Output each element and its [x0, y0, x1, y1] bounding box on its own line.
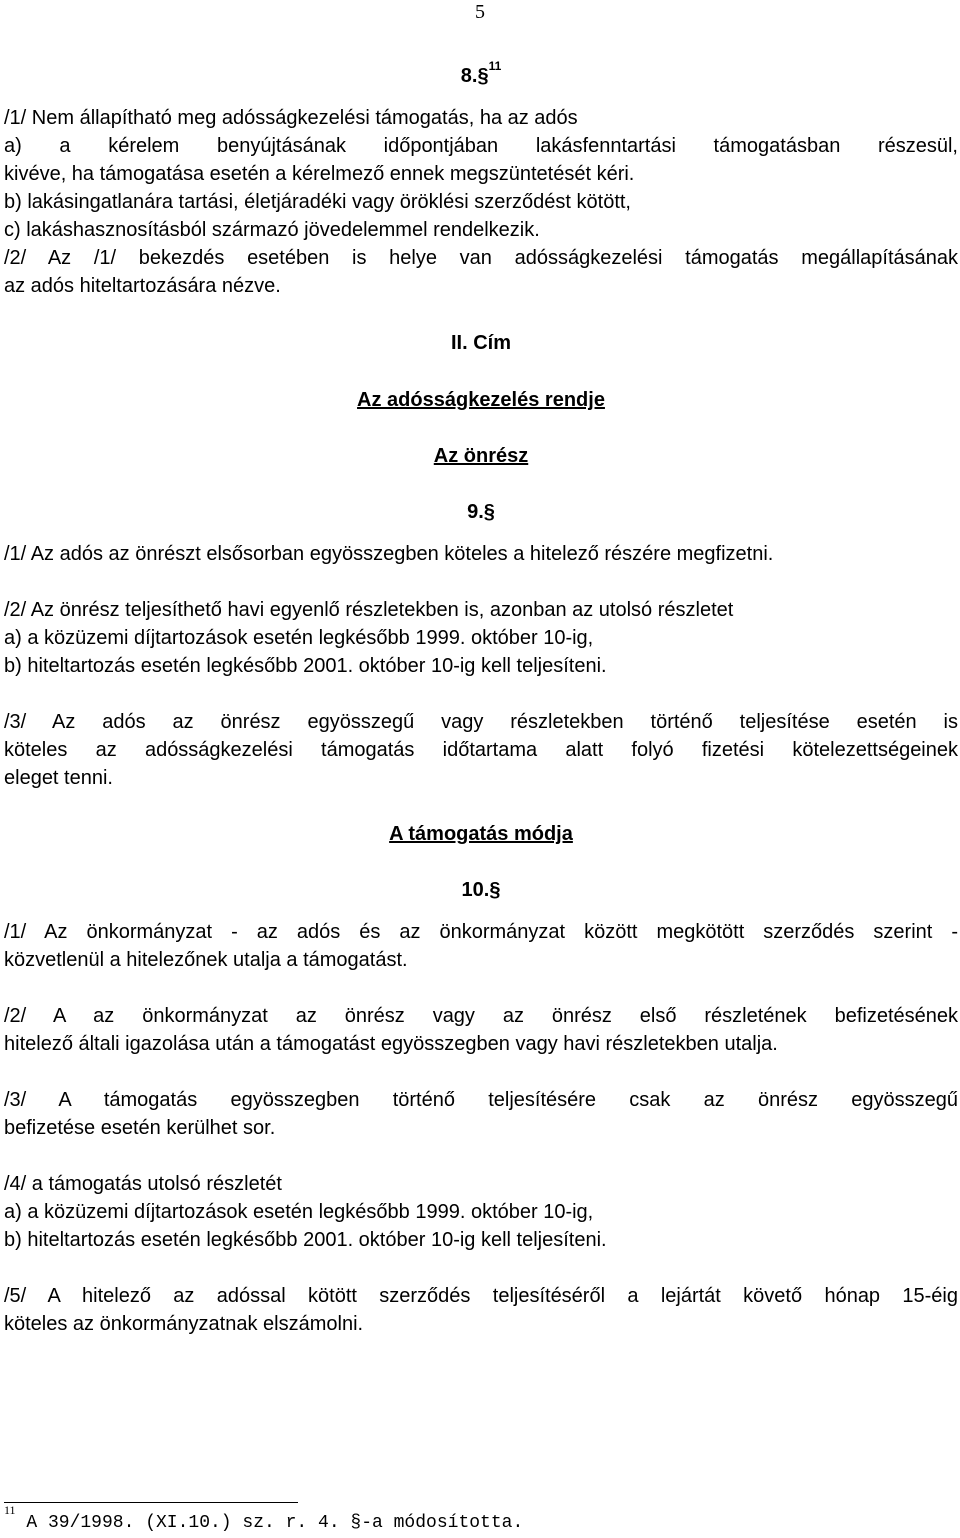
section-8-heading [4, 59, 958, 90]
paragraph-line: hitelező általi igazolása után a támogatást egyösszegben vagy havi részletekben utalja. [4, 1033, 778, 1055]
paragraph-line: c) lakáshasznosításból származó jövedelemmel rendelkezik. [4, 219, 540, 241]
section-symbol: § [483, 501, 495, 523]
section-8-paragraph-2 [4, 244, 958, 300]
paragraph-line: köteles az önkormányzatnak elszámolni. [4, 1313, 364, 1335]
section-10-paragraph-5 [4, 1282, 958, 1338]
paragraph-line: b) lakásingatlanára tartási, életjáradéki vagy öröklési szerződést kötött, [4, 191, 631, 213]
section-10-heading [4, 876, 958, 904]
paragraph-line: a) a kérelem benyújtásának időpontjában lakásfenntartási támogatásban részesül, [4, 135, 958, 157]
footnote-text: A 39/1998. (XI.10.) sz. r. 4. §-a módosította. [26, 1513, 524, 1533]
title-2-subtitle: Az adósságkezelés rendje [357, 389, 605, 411]
footnote [4, 1503, 524, 1534]
paragraph-line: /3/ Az adós az önrész egyösszegű vagy részletekben történő teljesítése esetén is [4, 711, 958, 733]
paragraph-line: a) a közüzemi díjtartozások esetén legkésőbb 1999. október 10-ig, [4, 1201, 594, 1223]
paragraph-line: b) hiteltartozás esetén legkésőbb 2001. október 10-ig kell teljesíteni. [4, 655, 607, 677]
section-10-paragraph-3 [4, 1086, 958, 1142]
section-10-paragraph-1 [4, 918, 958, 974]
section-9-paragraph-3 [4, 708, 958, 792]
section-10-paragraph-2 [4, 1002, 958, 1058]
paragraph-line: /1/ Nem állapítható meg adósságkezelési támogatás, ha az adós [4, 107, 578, 129]
paragraph-line: /4/ a támogatás utolsó részletét [4, 1173, 282, 1195]
section-10-number: 10. [461, 879, 490, 901]
paragraph-line: b) hiteltartozás esetén legkésőbb 2001. október 10-ig kell teljesíteni. [4, 1229, 607, 1251]
title-2-label: II. Cím [450, 332, 511, 354]
footnote-separator [4, 1502, 298, 1503]
subsection-heading-tamogatas-modja: A támogatás módja [389, 823, 573, 845]
subsection-heading-onresz: Az önrész [433, 445, 529, 467]
paragraph-line: /2/ A az önkormányzat az önrész vagy az önrész első részletének befizetésének [4, 1005, 958, 1027]
section-9-paragraph-1: /1/ Az adós az önrészt elsősorban egyösszegben köteles a hitelező részére megfizetni. [4, 543, 774, 565]
paragraph-line: közvetlenül a hitelezőnek utalja a támogatást. [4, 949, 408, 971]
paragraph-line: /1/ Az önkormányzat - az adós és az önkormányzat között megkötött szerződés szerint - [4, 921, 958, 943]
section-8-number: 8. [460, 65, 478, 87]
paragraph-line: befizetése esetén kerülhet sor. [4, 1117, 276, 1139]
section-9-heading [4, 498, 958, 526]
paragraph-line: /3/ A támogatás egyösszegben történő teljesítésére csak az önrész egyösszegű [4, 1089, 958, 1111]
paragraph-line: az adós hiteltartozására nézve. [4, 275, 281, 297]
section-8-paragraph-1 [4, 104, 958, 244]
paragraph-line: köteles az adósságkezelési támogatás időtartama alatt folyó fizetési kötelezettségeinek [4, 739, 958, 761]
paragraph-line: a) a közüzemi díjtartozások esetén legkésőbb 1999. október 10-ig, [4, 627, 594, 649]
section-9-number: 9. [467, 501, 484, 523]
paragraph-line: /5/ A hitelező az adóssal kötött szerződés teljesítéséről a lejártát követő hónap 15-éig [4, 1285, 958, 1307]
paragraph-line: /2/ Az önrész teljesíthető havi egyenlő részletekben is, azonban az utolsó részletet [4, 599, 734, 621]
section-9-paragraph-2 [4, 596, 958, 680]
paragraph-line: kivéve, ha támogatása esetén a kérelmező ennek megszüntetését kéri. [4, 163, 635, 185]
section-10-paragraph-4 [4, 1170, 958, 1254]
section-symbol: § [477, 65, 489, 87]
footnote-number: 11 [4, 1503, 16, 1517]
section-symbol: § [489, 879, 501, 901]
footnote-reference[interactable]: 11 [488, 59, 502, 74]
page-number: 5 [475, 1, 485, 23]
paragraph-line: /2/ Az /1/ bekezdés esetében is helye van adósságkezelési támogatás megállapításának [4, 247, 958, 269]
document-body [4, 59, 958, 1338]
paragraph-line: eleget tenni. [4, 767, 113, 789]
